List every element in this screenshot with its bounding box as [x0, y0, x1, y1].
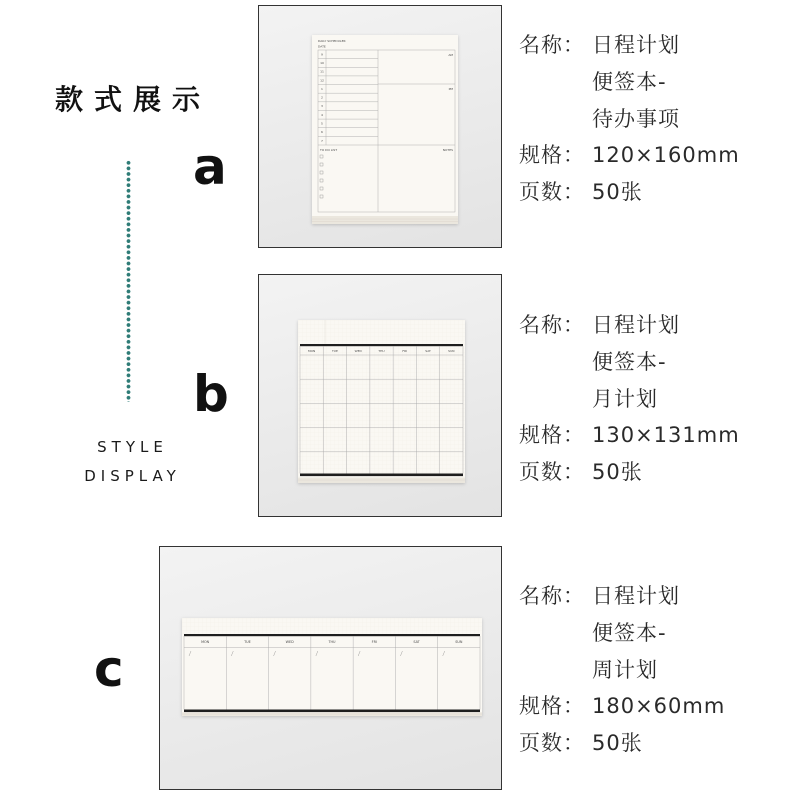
style-display-title: 款式展示 — [55, 83, 212, 116]
name-value: 周计划 — [592, 657, 658, 682]
name-value: 日程计划 — [592, 33, 680, 57]
weekday-label: WED — [354, 349, 362, 353]
spec-label: 规格： — [519, 143, 585, 168]
product-info-c — [519, 578, 789, 762]
weekday-label: MON — [201, 640, 210, 644]
name-value: 便签本- — [592, 69, 667, 94]
pages-label: 页数： — [519, 460, 585, 485]
weekday-label: SUN — [455, 640, 463, 644]
name-value: 日程计划 — [592, 584, 680, 608]
pages-value: 50张 — [592, 731, 643, 756]
am-label: AM — [448, 53, 453, 57]
name-row-continued — [519, 381, 789, 418]
weekday-label: THU — [378, 349, 385, 353]
weekly-planner-notepad — [182, 618, 482, 716]
graph-paper-texture — [182, 618, 482, 634]
notepad-sheet — [312, 35, 458, 224]
hour-label: 6 — [321, 130, 323, 135]
hour-label: 5 — [321, 121, 323, 126]
name-row — [519, 27, 789, 64]
display-caption: DISPLAY — [84, 467, 181, 485]
hour-label: 3 — [321, 104, 323, 109]
spec-row — [519, 417, 789, 454]
weekday-label: FRI — [402, 349, 408, 353]
header-rule — [300, 344, 463, 346]
name-value: 日程计划 — [592, 313, 680, 337]
product-info-a — [519, 27, 789, 211]
weekday-label: WED — [285, 640, 294, 644]
weekday-label: SAT — [413, 640, 420, 644]
weekday-label: FRI — [371, 640, 377, 644]
monthly-planner-notepad — [298, 320, 465, 483]
hour-label: 7 — [321, 138, 323, 143]
product-photo-b — [258, 274, 502, 517]
spec-row — [519, 137, 789, 174]
daily-scheduler-notepad — [312, 35, 458, 224]
footer-rule — [184, 710, 480, 713]
weekday-label: MON — [308, 349, 316, 353]
pad-date-label: DATE — [318, 44, 326, 49]
product-info-b — [519, 307, 789, 491]
pad-header: DAILY SCHEDULER — [318, 39, 346, 43]
name-row-continued — [519, 615, 789, 652]
graph-paper-texture — [298, 320, 465, 477]
pages-row — [519, 725, 789, 762]
weekday-label: THU — [328, 640, 336, 644]
weekday-label: SAT — [425, 349, 431, 353]
spec-label: 规格： — [519, 694, 585, 719]
name-value: 待办事项 — [592, 106, 680, 131]
hour-label: 4 — [321, 112, 323, 117]
hour-label: 1 — [321, 86, 323, 91]
hour-label: 12 — [320, 78, 324, 83]
style-caption: STYLE — [97, 438, 168, 456]
style-letter-c: c — [94, 640, 124, 698]
name-row-continued — [519, 344, 789, 381]
dotted-divider — [126, 160, 131, 402]
name-label: 名称： — [519, 313, 585, 337]
notes-label: NOTES — [442, 148, 453, 152]
spec-value: 180×60mm — [592, 694, 726, 719]
footer-rule — [300, 474, 463, 477]
name-label: 名称： — [519, 33, 585, 57]
style-letter-b: b — [193, 365, 229, 423]
name-value: 便签本- — [592, 349, 667, 374]
style-letter-a: a — [193, 138, 227, 196]
name-value: 便签本- — [592, 620, 667, 645]
spec-row — [519, 688, 789, 725]
notepad-page-stack — [312, 216, 458, 224]
spec-value: 120×160mm — [592, 143, 740, 168]
name-row-continued — [519, 652, 789, 689]
weekday-label: TUE — [331, 349, 338, 353]
name-label: 名称： — [519, 584, 585, 608]
name-row-continued — [519, 64, 789, 101]
name-row — [519, 307, 789, 344]
pages-row — [519, 174, 789, 211]
hour-label: 2 — [321, 95, 323, 100]
notepad-page-stack — [298, 478, 465, 484]
weekday-label: SUN — [448, 349, 455, 353]
pages-label: 页数： — [519, 731, 585, 756]
spec-value: 130×131mm — [592, 423, 740, 448]
name-value: 月计划 — [592, 386, 658, 411]
hour-label: 10 — [320, 61, 324, 66]
name-row — [519, 578, 789, 615]
spec-label: 规格： — [519, 423, 585, 448]
pages-row — [519, 454, 789, 491]
pm-label: PM — [448, 87, 453, 91]
pages-value: 50张 — [592, 460, 643, 485]
header-rule — [184, 634, 480, 636]
todo-list-label: TO DO LIST — [320, 148, 338, 152]
pages-label: 页数： — [519, 180, 585, 205]
hour-label: 11 — [320, 69, 324, 74]
hour-label: 9 — [321, 52, 323, 57]
weekday-label: TUE — [244, 640, 251, 644]
pages-value: 50张 — [592, 180, 643, 205]
name-row-continued — [519, 101, 789, 138]
product-photo-a — [258, 5, 502, 248]
product-photo-c — [159, 546, 502, 790]
